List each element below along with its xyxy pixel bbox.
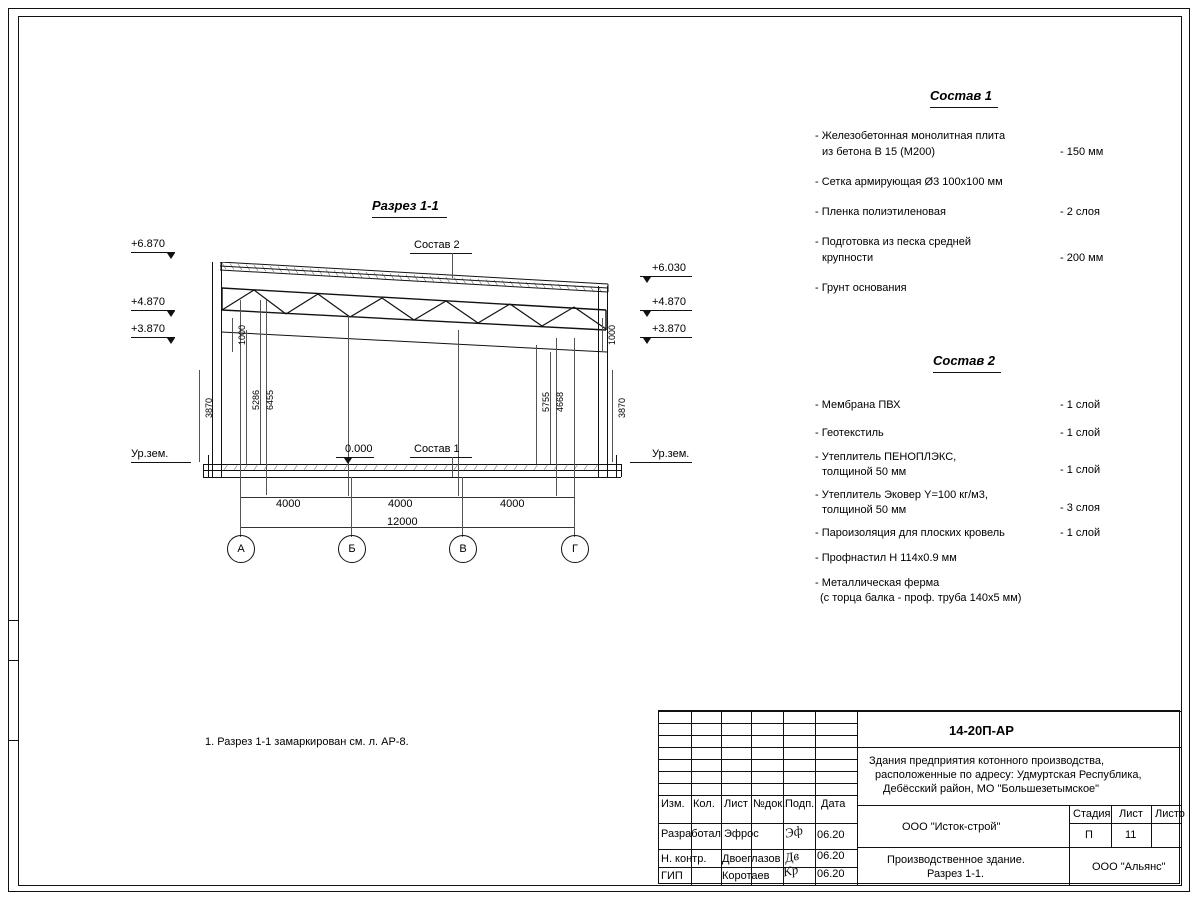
sostav2-item-3-value: - 3 слоя (1060, 502, 1101, 514)
sostav2-item-5-text: - Профнастил Н 114х0.9 мм (815, 552, 957, 564)
sostav2-item-4-text: - Пароизоляция для плоских кровель (815, 527, 1005, 539)
vdim-left-6455: 6455 (265, 389, 275, 410)
ground-level-right: Ур.зем. (652, 448, 690, 460)
section-title-underline (372, 217, 447, 218)
axis-label-c: В (459, 543, 467, 555)
vdim-left-6455-line (260, 300, 261, 464)
zero-level-arrow (344, 458, 352, 464)
sostav2-item-2-text: - Утеплитель ПЕНОПЛЭКС, (815, 451, 957, 463)
vdim-left-5286-line (246, 330, 247, 464)
sostav2-title: Состав 2 (933, 353, 996, 368)
col-header-izm: Изм. (661, 798, 685, 810)
sostav2-item-4-value: - 1 слой (1060, 527, 1101, 539)
sostav1-title: Состав 1 (930, 88, 993, 103)
level-right-1-arrow (643, 277, 651, 283)
callout-sostav1: Состав 1 (414, 443, 460, 455)
dim-span-3: 4000 (500, 498, 525, 510)
sostav1-item-2-value: - 2 слоя (1060, 206, 1101, 218)
vdim-right-3870-line (612, 370, 613, 462)
sostav2-title-underline (933, 372, 1001, 373)
sostav2-item-3-text: - Утеплитель Эковер Y=100 кг/м3, (815, 489, 988, 501)
sostav2-item-0-value: - 1 слой (1060, 399, 1101, 411)
callout-sostav1-underline (410, 457, 472, 458)
dim-span-2: 4000 (388, 498, 413, 510)
row-role-1: Н. контр. (661, 853, 707, 865)
axis-line-a (240, 477, 241, 537)
vdim-left-1000: 1000 (237, 324, 247, 345)
row-date-2: 06.20 (817, 868, 845, 880)
stage-value: П (1085, 829, 1093, 841)
level-left-2: +4.870 (131, 296, 165, 308)
interior-ceiling (219, 330, 611, 361)
vdim-left-5286: 5286 (251, 389, 261, 410)
row-name-1: Двоеглазов (722, 853, 781, 865)
sostav2-item-0-text: - Мембрана ПВХ (815, 399, 901, 411)
sostav2-item-2-value: - 1 слой (1060, 464, 1101, 476)
vdim-right-5755: 5755 (541, 391, 551, 412)
foundation-left-edge (203, 464, 204, 477)
extension-line-d (556, 338, 557, 496)
axis-line-c (462, 477, 463, 537)
sostav2-item-2-text2: толщиной 50 мм (822, 466, 907, 478)
sostav1-item-4-text: - Грунт основания (815, 282, 907, 294)
zero-level-line (336, 457, 374, 458)
level-right-3: +3.870 (652, 323, 686, 335)
level-left-3-arrow (167, 338, 175, 344)
floor-hatch (222, 464, 602, 471)
callout-sostav2-leader (452, 253, 453, 278)
zero-level: 0.000 (345, 443, 373, 455)
foundation-right-edge (621, 464, 622, 477)
level-left-1-arrow (167, 253, 175, 259)
sostav1-item-3-value: - 200 мм (1060, 252, 1104, 264)
level-right-2-arrow (643, 311, 651, 317)
sostav1-item-0-value: - 150 мм (1060, 146, 1104, 158)
col-header-list: Лист (724, 798, 748, 810)
axis-bubble-b (338, 535, 366, 563)
drawing-note: 1. Разрез 1-1 замаркирован см. л. АР-8. (205, 736, 409, 748)
sostav2-item-6-text2: (с торца балка - проф. труба 140х5 мм) (820, 592, 1022, 604)
axis-bubble-c (449, 535, 477, 563)
sostav1-item-3-text: - Подготовка из песка средней (815, 236, 971, 248)
col-header-data: Дата (821, 798, 846, 810)
axis-bubble-d (561, 535, 589, 563)
row-name-0: Эфрос (724, 828, 759, 840)
vdim-right-4668: 4668 (555, 391, 565, 412)
object-line-2: Дебёсский район, МО "Большезетымское" (883, 783, 1100, 795)
vdim-right-5755-line (536, 345, 537, 464)
sostav1-item-3-text2: крупности (822, 252, 874, 264)
signature-2: Кр (781, 861, 800, 880)
vdim-right-3870: 3870 (617, 397, 627, 418)
callout-sostav2: Состав 2 (414, 239, 460, 251)
level-right-2: +4.870 (652, 296, 686, 308)
col-header-podp: Подп. (785, 798, 815, 810)
org-top: ООО "Исток-строй" (902, 821, 1001, 833)
signature-1: Дв (783, 847, 801, 866)
stage-header: Стадия (1073, 808, 1111, 820)
title-block (658, 710, 1185, 884)
revision-grid (659, 711, 857, 885)
sostav1-item-0-text2: из бетона В 15 (М200) (822, 146, 935, 158)
ground-level-right-line (630, 462, 692, 463)
sostav1-title-underline (930, 107, 998, 108)
extension-line-d2 (574, 338, 575, 496)
vdim-right-1000-line (602, 318, 603, 352)
doc-name-line1: Производственное здание. (887, 854, 1025, 866)
sostav1-item-0-text: - Железобетонная монолитная плита (815, 130, 1006, 142)
vdim-left-3870-line (199, 370, 200, 462)
callout-sostav2-underline (410, 253, 472, 254)
col-header-ndok: №док. (753, 798, 786, 810)
axis-label-b: Б (348, 543, 356, 555)
axis-label-d: Г (572, 543, 578, 555)
object-line-0: Здания предприятия котонного производства, (869, 755, 1105, 767)
title-block-right (857, 711, 1185, 885)
foundation-right-wall (616, 455, 617, 477)
vdim-left-3870: 3870 (204, 397, 214, 418)
ceiling-line (219, 330, 611, 356)
extension-line-c (458, 330, 459, 496)
extension-line-b (348, 316, 349, 496)
project-code: 14-20П-АР (949, 723, 1014, 738)
signature-0: Эф (783, 822, 805, 841)
axis-bubble-a (227, 535, 255, 563)
axis-line-d (574, 477, 575, 537)
axis-label-a: А (237, 543, 245, 555)
ground-level-left-line (131, 462, 191, 463)
col-header-kol: Кол. (693, 798, 715, 810)
callout-sostav1-leader (452, 457, 453, 477)
level-left-3: +3.870 (131, 323, 165, 335)
axis-line-b (351, 477, 352, 537)
doc-name-line2: Разрез 1-1. (927, 868, 985, 880)
row-date-1: 06.20 (817, 850, 845, 862)
row-role-0: Разработал (661, 828, 721, 840)
sheet-value: 11 (1125, 829, 1137, 841)
sheet-header: Лист (1119, 808, 1143, 820)
org-bottom: ООО "Альянс" (1092, 861, 1166, 873)
dim-total: 12000 (387, 516, 418, 528)
row-name-2: Коротаев (722, 870, 770, 882)
dim-span-1: 4000 (276, 498, 301, 510)
section-title: Разрез 1-1 (372, 198, 439, 213)
sostav2-item-3-text2: толщиной 50 мм (822, 504, 907, 516)
row-role-2: ГИП (661, 870, 683, 882)
sostav1-item-2-text: - Пленка полиэтиленовая (815, 206, 946, 218)
wall-left-outer (212, 262, 213, 477)
row-date-0: 06.20 (817, 829, 845, 841)
vdim-right-1000: 1000 (607, 324, 617, 345)
left-margin-strip (8, 620, 18, 890)
level-left-2-arrow (167, 311, 175, 317)
sostav2-item-1-value: - 1 слой (1060, 427, 1101, 439)
sheets-header: Листо (1155, 808, 1185, 820)
foundation-left-wall (208, 455, 209, 477)
sostav2-item-6-text: - Металлическая ферма (815, 577, 940, 589)
vdim-right-4668-line (550, 352, 551, 464)
ground-level-left: Ур.зем. (131, 448, 169, 460)
level-right-1: +6.030 (652, 262, 686, 274)
sostav2-item-1-text: - Геотекстиль (815, 427, 884, 439)
level-left-1: +6.870 (131, 238, 165, 250)
level-right-3-arrow (643, 338, 651, 344)
object-line-1: расположенные по адресу: Удмуртская Республика, (875, 769, 1142, 781)
vdim-left-1000-line (232, 318, 233, 352)
sostav1-item-1-text: - Сетка армирующая Ø3 100х100 мм (815, 176, 1003, 188)
